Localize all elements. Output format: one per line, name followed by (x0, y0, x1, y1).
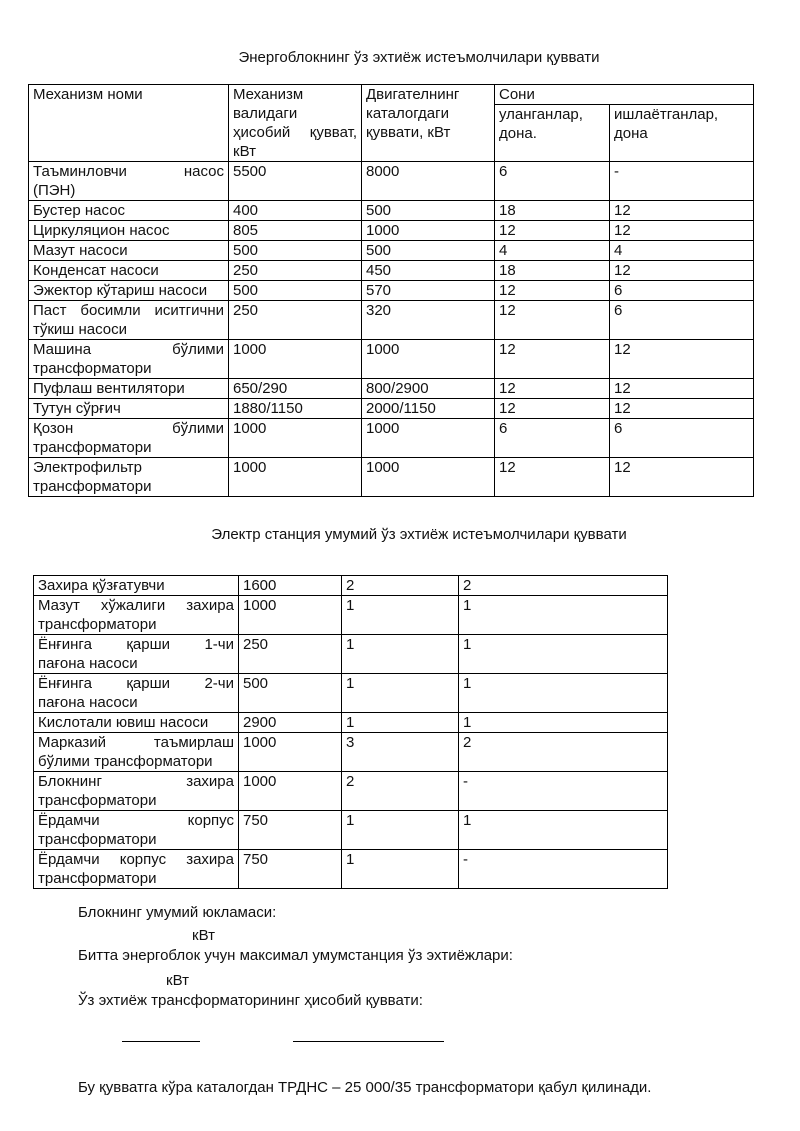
name-line (33, 201, 224, 220)
working-count-cell: - (459, 850, 668, 889)
working-count-cell: 12 (610, 458, 754, 497)
power-cell: 500 (239, 674, 342, 713)
working-count-cell: 6 (610, 419, 754, 458)
mechanism-name-part: Пуфлаш вентилятори (33, 380, 185, 397)
header-working: ишлаётганлар, дона (610, 105, 754, 162)
installed-count-cell: 12 (495, 301, 610, 340)
name-line (38, 693, 234, 712)
mechanism-name (29, 419, 229, 458)
table-row (29, 201, 754, 221)
mechanism-name-part: Ёнғинга қарши 2-чи (38, 675, 234, 692)
table-row (34, 733, 668, 772)
name-line (38, 713, 234, 732)
mechanism-name-part: Захира қўзғатувчи (38, 577, 165, 594)
name-line (38, 752, 234, 771)
calc-power-cell: 400 (229, 201, 362, 221)
name-line (38, 733, 234, 752)
working-count-cell: 2 (459, 576, 668, 596)
power-cell: 750 (239, 850, 342, 889)
name-line (33, 359, 224, 378)
working-count-cell: 1 (459, 713, 668, 733)
catalog-power-cell: 500 (362, 241, 495, 261)
mechanism-name-part: пағона насоси (38, 694, 138, 711)
power-cell: 1000 (239, 772, 342, 811)
max-station-unit: кВт (166, 972, 189, 989)
mechanism-name (29, 261, 229, 281)
working-count-cell: 12 (610, 399, 754, 419)
mechanism-name (29, 162, 229, 201)
mechanism-name-part: Циркуляцион насос (33, 222, 170, 239)
table-row (34, 674, 668, 713)
calc-power-cell: 5500 (229, 162, 362, 201)
catalog-power-cell: 320 (362, 301, 495, 340)
catalog-power-cell: 1000 (362, 221, 495, 241)
mechanism-name (29, 201, 229, 221)
mechanism-name-part: Электрофильтр (33, 459, 142, 476)
name-line (33, 261, 224, 280)
table-row (29, 261, 754, 281)
table1-header-row (29, 85, 754, 105)
power-cell: 1000 (239, 596, 342, 635)
mechanism-name (34, 635, 239, 674)
table-row (34, 576, 668, 596)
mechanism-name-part: трансформатори (38, 870, 157, 887)
installed-count-cell: 2 (342, 576, 459, 596)
installed-count-cell: 18 (495, 201, 610, 221)
catalog-power-cell: 1000 (362, 458, 495, 497)
table-row (34, 635, 668, 674)
installed-count-cell: 3 (342, 733, 459, 772)
mechanism-name (29, 458, 229, 497)
table-row (29, 458, 754, 497)
catalog-power-cell: 1000 (362, 419, 495, 458)
header-installed: уланганлар, дона. (495, 105, 610, 162)
installed-count-cell: 1 (342, 850, 459, 889)
name-line (38, 615, 234, 634)
mechanism-name (29, 301, 229, 340)
table-row (29, 419, 754, 458)
installed-count-cell: 4 (495, 241, 610, 261)
installed-count-cell: 12 (495, 399, 610, 419)
mechanism-name (34, 772, 239, 811)
own-needs-table (28, 84, 754, 497)
transformer-calc-label: Ўз эхтиёж трансформаторининг ҳисобий қуввати: (78, 992, 423, 1009)
mechanism-name (29, 340, 229, 379)
name-line (33, 438, 224, 457)
name-line (38, 791, 234, 810)
catalog-power-cell: 450 (362, 261, 495, 281)
table-row (34, 811, 668, 850)
name-line (33, 301, 224, 320)
installed-count-cell: 12 (495, 340, 610, 379)
working-count-cell: 6 (610, 281, 754, 301)
mechanism-name-part: трансформатори (38, 616, 157, 633)
mechanism-name-part: Қозон (33, 420, 74, 437)
installed-count-cell: 2 (342, 772, 459, 811)
installed-count-cell: 12 (495, 379, 610, 399)
working-count-cell: 6 (610, 301, 754, 340)
table-row (34, 596, 668, 635)
working-count-cell: 1 (459, 596, 668, 635)
calc-power-cell: 250 (229, 261, 362, 281)
calc-power-cell: 1880/1150 (229, 399, 362, 419)
mechanism-name (29, 379, 229, 399)
header-calc-power: Механизм валидаги ҳисобий қувват, кВт (229, 85, 362, 162)
working-count-cell: 1 (459, 811, 668, 850)
table-row (29, 340, 754, 379)
mechanism-name-part: трансформатори (33, 360, 152, 377)
catalog-power-cell: 1000 (362, 340, 495, 379)
calc-power-cell: 805 (229, 221, 362, 241)
mechanism-name-part: Бустер насос (33, 202, 126, 219)
name-line (38, 596, 234, 615)
name-line (38, 850, 234, 869)
mechanism-name-part: (ПЭН) (33, 182, 76, 199)
header-count: Сони (495, 85, 754, 105)
mechanism-name (34, 596, 239, 635)
calc-power-cell: 1000 (229, 419, 362, 458)
name-line (33, 281, 224, 300)
mechanism-name-part: трансформатори (38, 831, 157, 848)
mechanism-name-part: Блокнинг захира (38, 773, 234, 790)
mechanism-name (34, 733, 239, 772)
table-row (29, 301, 754, 340)
table1-title: Энергоблокнинг ўз эхтиёж истеъмолчилари қуввати (238, 49, 600, 66)
mechanism-name-part: Конденсат насоси (33, 262, 159, 279)
table-row (29, 241, 754, 261)
name-line (33, 320, 224, 339)
name-line (33, 477, 224, 496)
mechanism-name-part: тўкиш насоси (33, 321, 128, 338)
calc-power-cell: 500 (229, 241, 362, 261)
mechanism-name (29, 281, 229, 301)
station-needs-table (33, 575, 668, 889)
blank-line-left (122, 1041, 200, 1042)
name-line (33, 458, 224, 477)
power-cell: 1600 (239, 576, 342, 596)
working-count-cell: 12 (610, 221, 754, 241)
name-line (38, 869, 234, 888)
header-name: Механизм номи (29, 85, 229, 162)
name-line (33, 162, 224, 181)
mechanism-name-part: трансформатори (33, 439, 152, 456)
power-cell: 750 (239, 811, 342, 850)
mechanism-name-part: бўлими трансформатори (38, 753, 213, 770)
name-line (33, 399, 224, 418)
mechanism-name-part: Марказий таъмирлаш (38, 734, 234, 751)
name-line (38, 654, 234, 673)
mechanism-name-part: Тутун сўрғич (33, 400, 121, 417)
mechanism-name-part: бўлими (172, 341, 224, 358)
working-count-cell: 12 (610, 379, 754, 399)
installed-count-cell: 1 (342, 635, 459, 674)
catalog-power-cell: 800/2900 (362, 379, 495, 399)
mechanism-name-part: трансформатори (38, 792, 157, 809)
calc-power-cell: 500 (229, 281, 362, 301)
block-load-unit: кВт (192, 927, 215, 944)
blank-line-right (293, 1041, 444, 1042)
table-row (29, 379, 754, 399)
table-row (29, 221, 754, 241)
installed-count-cell: 18 (495, 261, 610, 281)
mechanism-name-part: бўлими (172, 420, 224, 437)
working-count-cell: 4 (610, 241, 754, 261)
table-row (34, 713, 668, 733)
mechanism-name-part: трансформатори (33, 478, 152, 495)
mechanism-name-part: Машина (33, 341, 92, 358)
name-line (38, 811, 234, 830)
conclusion-text: Бу қувватга кўра каталогдан ТРДНС – 25 000/35 трансформатори қабул қилинади. (78, 1079, 652, 1096)
working-count-cell: - (610, 162, 754, 201)
power-cell: 2900 (239, 713, 342, 733)
installed-count-cell: 1 (342, 674, 459, 713)
working-count-cell: 12 (610, 201, 754, 221)
table-row (34, 772, 668, 811)
calc-power-cell: 650/290 (229, 379, 362, 399)
calc-power-cell: 250 (229, 301, 362, 340)
mechanism-name-part: Ёрдамчи корпус (38, 812, 234, 829)
catalog-power-cell: 570 (362, 281, 495, 301)
mechanism-name-part: Ёнғинга қарши 1-чи (38, 636, 234, 653)
table-row (29, 399, 754, 419)
installed-count-cell: 12 (495, 281, 610, 301)
mechanism-name-part: Мазут насоси (33, 242, 128, 259)
calc-power-cell: 1000 (229, 458, 362, 497)
header-catalog-power: Двигателнинг каталогдаги қуввати, кВт (362, 85, 495, 162)
mechanism-name (34, 576, 239, 596)
power-cell: 1000 (239, 733, 342, 772)
mechanism-name (34, 811, 239, 850)
mechanism-name (29, 399, 229, 419)
working-count-cell: 1 (459, 635, 668, 674)
table2-title: Электр станция умумий ўз эхтиёж истеъмолчилари қуввати (211, 526, 627, 543)
mechanism-name (34, 674, 239, 713)
table-row (29, 281, 754, 301)
table-row (29, 162, 754, 201)
mechanism-name-part: Эжектор кўтариш насоси (33, 282, 208, 299)
name-line (33, 241, 224, 260)
name-line (38, 635, 234, 654)
installed-count-cell: 6 (495, 419, 610, 458)
name-line (33, 221, 224, 240)
mechanism-name-part: Ёрдамчи корпус захира (38, 851, 234, 868)
installed-count-cell: 12 (495, 458, 610, 497)
installed-count-cell: 1 (342, 713, 459, 733)
installed-count-cell: 12 (495, 221, 610, 241)
name-line (33, 340, 224, 359)
mechanism-name-part: насос (183, 163, 224, 180)
working-count-cell: 12 (610, 340, 754, 379)
name-line (33, 379, 224, 398)
mechanism-name (29, 241, 229, 261)
calc-power-cell: 1000 (229, 340, 362, 379)
working-count-cell: 1 (459, 674, 668, 713)
mechanism-name (29, 221, 229, 241)
name-line (38, 830, 234, 849)
mechanism-name-part: пағона насоси (38, 655, 138, 672)
mechanism-name-part: Кислотали ювиш насоси (38, 714, 209, 731)
max-station-label: Битта энергоблок учун максимал умумстанция ўз эхтиёжлари: (78, 947, 513, 964)
name-line (38, 772, 234, 791)
mechanism-name (34, 850, 239, 889)
name-line (33, 419, 224, 438)
mechanism-name-part: Паст босимли иситгични (33, 302, 224, 319)
working-count-cell: 2 (459, 733, 668, 772)
name-line (33, 181, 224, 200)
mechanism-name-part: Мазут хўжалиги захира (38, 597, 234, 614)
installed-count-cell: 1 (342, 811, 459, 850)
installed-count-cell: 6 (495, 162, 610, 201)
working-count-cell: 12 (610, 261, 754, 281)
working-count-cell: - (459, 772, 668, 811)
block-load-label: Блокнинг умумий юкламаси: (78, 904, 277, 921)
power-cell: 250 (239, 635, 342, 674)
mechanism-name (34, 713, 239, 733)
catalog-power-cell: 8000 (362, 162, 495, 201)
installed-count-cell: 1 (342, 596, 459, 635)
mechanism-name-part: Таъминловчи (33, 163, 127, 180)
name-line (38, 674, 234, 693)
table-row (34, 850, 668, 889)
catalog-power-cell: 2000/1150 (362, 399, 495, 419)
catalog-power-cell: 500 (362, 201, 495, 221)
name-line (38, 576, 234, 595)
